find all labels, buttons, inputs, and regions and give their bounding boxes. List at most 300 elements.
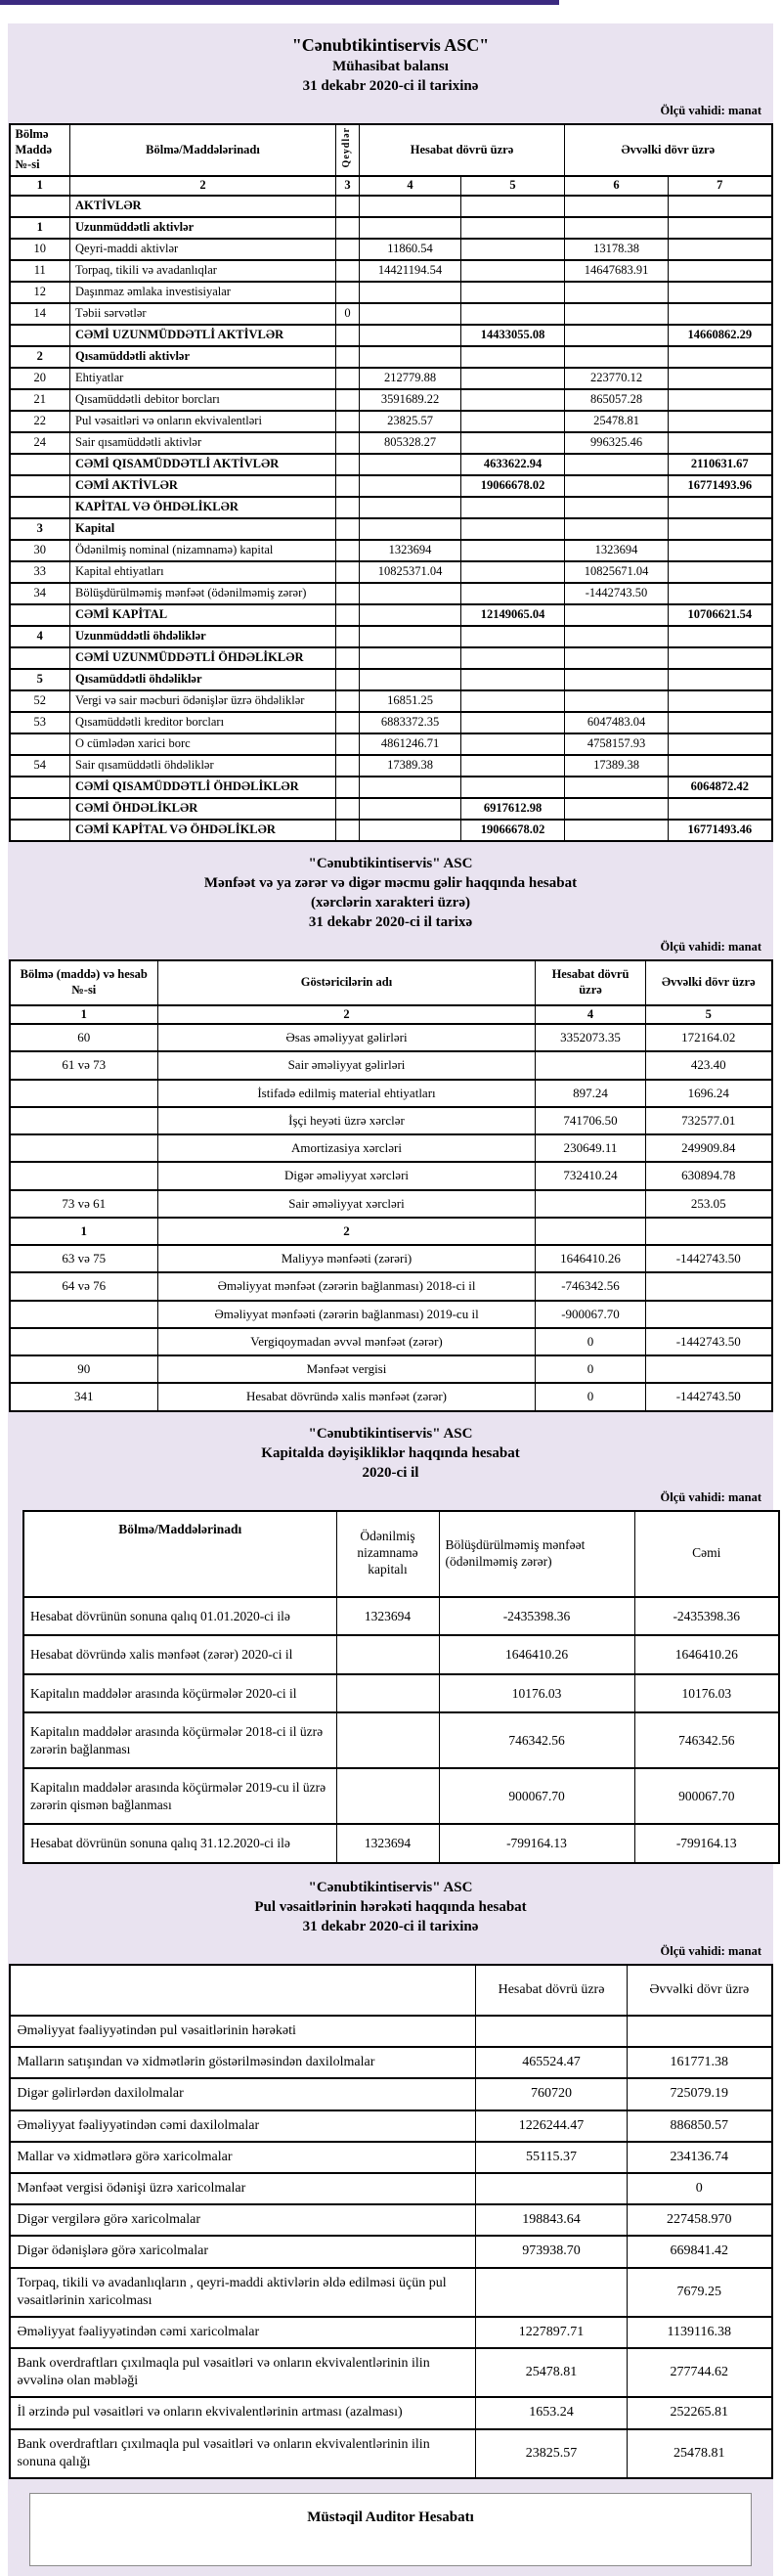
col-header-retained-earnings: Bölüşdürülməmiş mənfəət (ödənilməmiş zərər) — [439, 1511, 634, 1597]
equity-report-title: Kapitalda dəyişikliklər haqqında hesabat — [261, 1444, 520, 1461]
cell-c7: 10706621.54 — [669, 604, 772, 626]
cell-num — [10, 798, 70, 820]
cell-name: Kapitalın maddələr arasında köçürmələr 2018-ci il üzrə zərərin bağlanması — [23, 1712, 336, 1768]
cell-q — [336, 368, 360, 389]
cell-q — [336, 604, 360, 626]
cell-num: 1 — [10, 217, 70, 239]
cell-c6 — [565, 777, 669, 798]
table-row — [10, 2016, 772, 2047]
cell-q: 0 — [336, 303, 360, 325]
cell-c5: 6917612.98 — [461, 798, 565, 820]
table-row — [10, 1107, 772, 1134]
cell-t: -2435398.36 — [634, 1597, 779, 1636]
cell-c4 — [360, 583, 461, 604]
cell-k — [336, 1768, 439, 1824]
column-number-row — [10, 176, 772, 196]
table-row — [23, 1824, 779, 1863]
cell-c6 — [565, 346, 669, 368]
cell-num — [10, 733, 70, 755]
cell-c7: 16771493.46 — [669, 820, 772, 841]
cell-k — [336, 1712, 439, 1768]
cell-m: 900067.70 — [439, 1768, 634, 1824]
cell-v1 — [536, 1190, 646, 1218]
cell-name: Digər gəlirlərdən daxilolmalar — [10, 2078, 476, 2110]
cell-c6 — [565, 604, 669, 626]
col-header-previous-period: Əvvəlki dövr üzrə — [628, 1965, 772, 2016]
cell-num — [10, 497, 70, 518]
cell-q — [336, 777, 360, 798]
col-number: 1 — [10, 1005, 158, 1025]
cell-c4 — [360, 669, 461, 690]
cell-c7 — [669, 561, 772, 583]
col-number: 2 — [158, 1005, 536, 1025]
cell-c5 — [461, 303, 565, 325]
table-row — [10, 1134, 772, 1162]
cell-c5 — [461, 282, 565, 303]
cell-c6 — [565, 196, 669, 217]
cell-q — [336, 196, 360, 217]
table-row — [10, 669, 772, 690]
cell-t: -799164.13 — [634, 1824, 779, 1863]
cell-c6 — [565, 282, 669, 303]
table-row — [10, 2204, 772, 2236]
cell-v2: 7679.25 — [628, 2268, 772, 2317]
document-page — [8, 23, 773, 2576]
cell-v1: 897.24 — [536, 1080, 646, 1107]
cell-v2: 252265.81 — [628, 2397, 772, 2428]
table-row — [10, 712, 772, 733]
cell-c5 — [461, 411, 565, 432]
cell-name: Digər ödənişlərə görə xaricolmalar — [10, 2236, 476, 2267]
cell-name: CƏMİ KAPİTAL — [70, 604, 336, 626]
cell-num — [10, 820, 70, 841]
cell-name: Kapital — [70, 518, 336, 540]
income-company-title: "Cənubtikintiservis" ASC — [308, 855, 473, 871]
cell-v1: 0 — [536, 1328, 646, 1355]
cell-name: CƏMİ UZUNMÜDDƏTLİ ÖHDƏLİKLƏR — [70, 647, 336, 669]
cell-c5 — [461, 518, 565, 540]
cell-c5 — [461, 432, 565, 454]
table-row — [10, 454, 772, 475]
col-header-account-no: Bölmə (maddə) və hesab №-si — [10, 960, 158, 1005]
cell-name: KAPİTAL VƏ ÖHDƏLİKLƏR — [70, 497, 336, 518]
cell-v2 — [646, 1272, 772, 1300]
cell-v1: 465524.47 — [476, 2047, 628, 2078]
equity-report-date: 2020-ci il — [362, 1464, 419, 1481]
cell-c4 — [360, 196, 461, 217]
col-header-indicator-name: Göstəricilərin adı — [158, 960, 536, 1005]
cell-num: 1 — [10, 1218, 158, 1245]
cell-v1: 1653.24 — [476, 2397, 628, 2428]
table-row — [10, 2317, 772, 2348]
table-row — [10, 2142, 772, 2173]
cell-name: Torpaq, tikili və avadanlıqların , qeyri-maddi aktivlərin əldə edilməsi üçün pul vəsaitlərinin xaricolması — [10, 2268, 476, 2317]
cell-c6 — [565, 669, 669, 690]
cell-name: Sair əməliyyat xərcləri — [158, 1190, 536, 1218]
cell-c7 — [669, 733, 772, 755]
cell-name: Kapital ehtiyatları — [70, 561, 336, 583]
cell-num: 11 — [10, 260, 70, 282]
cell-name: Kapitalın maddələr arasında köçürmələr 2019-cu il üzrə zərərin qismən bağlanması — [23, 1768, 336, 1824]
cashflow-report-title: Pul vəsaitlərinin hərəkəti haqqında hesabat — [254, 1899, 527, 1915]
cell-c7 — [669, 282, 772, 303]
cell-q — [336, 346, 360, 368]
table-row — [10, 497, 772, 518]
equity-changes-table — [22, 1510, 780, 1864]
table-row — [10, 411, 772, 432]
cell-v1: 0 — [536, 1383, 646, 1410]
table-row — [10, 303, 772, 325]
cell-v2: 253.05 — [646, 1190, 772, 1218]
col-number: 5 — [461, 176, 565, 196]
cell-num: 2 — [10, 346, 70, 368]
cell-c4: 6883372.35 — [360, 712, 461, 733]
cell-c7 — [669, 368, 772, 389]
cell-v1 — [536, 1218, 646, 1245]
col-header-previous-period: Əvvəlki dövr üzrə — [565, 124, 772, 176]
cell-num: 3 — [10, 518, 70, 540]
table-row — [10, 626, 772, 647]
cell-q — [336, 518, 360, 540]
cell-num: 52 — [10, 690, 70, 712]
table-row — [10, 1162, 772, 1189]
cell-name: Sair qısamüddətli öhdəliklər — [70, 755, 336, 777]
cell-name: CƏMİ KAPİTAL VƏ ÖHDƏLİKLƏR — [70, 820, 336, 841]
cell-num — [10, 604, 70, 626]
cashflow-company-title: "Cənubtikintiservis" ASC — [308, 1880, 473, 1895]
cell-name: Bank overdraftları çıxılmaqla pul vəsaitləri və onların ekvivalentlərinin ilin sonuna qalığı — [10, 2429, 476, 2478]
cell-q — [336, 798, 360, 820]
table-row — [23, 1674, 779, 1713]
cell-v1: 732410.24 — [536, 1162, 646, 1189]
cell-num: 4 — [10, 626, 70, 647]
cell-v2: -1442743.50 — [646, 1383, 772, 1410]
col-number: 7 — [669, 176, 772, 196]
cell-c4 — [360, 325, 461, 346]
cell-num — [10, 325, 70, 346]
cell-v2: 277744.62 — [628, 2348, 772, 2397]
cell-num — [10, 1134, 158, 1162]
cell-c4 — [360, 346, 461, 368]
cell-c4: 10825371.04 — [360, 561, 461, 583]
cell-name: Əməliyyat mənfəət (zərərin bağlanması) 2018-ci il — [158, 1272, 536, 1300]
table-row — [10, 475, 772, 497]
balance-sheet-table — [9, 123, 773, 842]
cell-c7 — [669, 239, 772, 260]
table-row — [10, 777, 772, 798]
col-header-current-period: Hesabat dövrü üzrə — [476, 1965, 628, 2016]
cell-name: Kapitalın maddələr arasında köçürmələr 2020-ci il — [23, 1674, 336, 1713]
cell-v1: 741706.50 — [536, 1107, 646, 1134]
cell-c5 — [461, 217, 565, 239]
cell-c6: 25478.81 — [565, 411, 669, 432]
cell-num — [10, 647, 70, 669]
cell-t: 746342.56 — [634, 1712, 779, 1768]
table-row — [10, 583, 772, 604]
cell-num: 14 — [10, 303, 70, 325]
table-row — [10, 2348, 772, 2397]
cell-v2: 234136.74 — [628, 2142, 772, 2173]
cell-v2: 732577.01 — [646, 1107, 772, 1134]
cell-c4: 16851.25 — [360, 690, 461, 712]
income-report-title: Mənfəət və ya zərər və digər məcmu gəlir haqqında hesabat — [203, 874, 578, 891]
cell-q — [336, 454, 360, 475]
cell-c5 — [461, 368, 565, 389]
cell-c6: 223770.12 — [565, 368, 669, 389]
table-row — [10, 1024, 772, 1051]
table-row — [10, 755, 772, 777]
cell-v2: 423.40 — [646, 1051, 772, 1079]
cell-num: 63 və 75 — [10, 1245, 158, 1272]
cell-c7 — [669, 411, 772, 432]
cell-v1 — [476, 2016, 628, 2047]
cell-q — [336, 690, 360, 712]
cell-num: 12 — [10, 282, 70, 303]
table-row — [10, 540, 772, 561]
cell-name: Mənfəət vergisi — [158, 1355, 536, 1383]
cell-name: Mənfəət vergisi ödənişi üzrə xaricolmalar — [10, 2173, 476, 2204]
cell-name: Mallar və xidmətlərə görə xaricolmalar — [10, 2142, 476, 2173]
cell-name: AKTİVLƏR — [70, 196, 336, 217]
unit-label: Ölçü vahidi: manat — [660, 939, 761, 954]
cell-v1: 3352073.35 — [536, 1024, 646, 1051]
col-header-total: Cəmi — [634, 1511, 779, 1597]
cell-c4: 805328.27 — [360, 432, 461, 454]
cell-v2: -1442743.50 — [646, 1245, 772, 1272]
cell-name: Amortizasiya xərcləri — [158, 1134, 536, 1162]
cell-c5 — [461, 540, 565, 561]
cell-c5 — [461, 733, 565, 755]
cell-c6 — [565, 647, 669, 669]
cell-name: Hesabat dövründə xalis mənfəət (zərər) — [158, 1383, 536, 1410]
table-row — [10, 432, 772, 454]
cell-c6: 10825671.04 — [565, 561, 669, 583]
table-row — [10, 1272, 772, 1300]
cell-name: Əsas əməliyyat gəlirləri — [158, 1024, 536, 1051]
cell-t: 900067.70 — [634, 1768, 779, 1824]
table-row — [10, 1218, 772, 1245]
table-row — [23, 1635, 779, 1674]
col-number: 4 — [536, 1005, 646, 1025]
table-row — [10, 2397, 772, 2428]
col-header-section-no: Bölmə Maddə №-si — [10, 124, 70, 176]
equity-table-body — [23, 1597, 779, 1863]
cell-name: Ehtiyatlar — [70, 368, 336, 389]
cell-name: Bölüşdürülməmiş mənfəət (ödənilməmiş zərər) — [70, 583, 336, 604]
cell-name: CƏMİ ÖHDƏLİKLƏR — [70, 798, 336, 820]
table-row — [10, 1328, 772, 1355]
col-header-notes — [336, 124, 360, 176]
cell-name: İşçi heyəti üzrə xərclər — [158, 1107, 536, 1134]
cell-c6 — [565, 217, 669, 239]
cell-c5: 19066678.02 — [461, 820, 565, 841]
cell-q — [336, 540, 360, 561]
income-table-body — [10, 1024, 772, 1411]
cell-c5: 19066678.02 — [461, 475, 565, 497]
col-header-paid-capital: Ödənilmiş nizamnamə kapitalı — [336, 1511, 439, 1597]
cell-c4 — [360, 518, 461, 540]
cell-c6: 4758157.93 — [565, 733, 669, 755]
table-row — [23, 1768, 779, 1824]
cell-num: 73 və 61 — [10, 1190, 158, 1218]
cell-name: CƏMİ AKTİVLƏR — [70, 475, 336, 497]
cell-c7 — [669, 798, 772, 820]
cell-c4: 4861246.71 — [360, 733, 461, 755]
cashflow-report-date: 31 dekabr 2020-ci il tarixinə — [302, 1919, 479, 1934]
cell-c5 — [461, 389, 565, 411]
table-row — [10, 2078, 772, 2110]
cell-num: 30 — [10, 540, 70, 561]
cell-k: 1323694 — [336, 1824, 439, 1863]
cell-c5: 14433055.08 — [461, 325, 565, 346]
cell-c5 — [461, 690, 565, 712]
cell-c4 — [360, 647, 461, 669]
cell-v2: 161771.38 — [628, 2047, 772, 2078]
table-row — [10, 1051, 772, 1079]
cell-c4 — [360, 282, 461, 303]
cell-name: Qısamüddətli debitor borcları — [70, 389, 336, 411]
table-row — [10, 196, 772, 217]
col-number: 3 — [336, 176, 360, 196]
cell-num: 20 — [10, 368, 70, 389]
cell-c7 — [669, 626, 772, 647]
cell-v1: 973938.70 — [476, 2236, 628, 2267]
cell-c7 — [669, 669, 772, 690]
cell-m: 10176.03 — [439, 1674, 634, 1713]
cell-c4 — [360, 454, 461, 475]
cell-num — [10, 777, 70, 798]
col-header-item-name: Bölmə/Maddələrinadı — [70, 124, 336, 176]
cell-q — [336, 669, 360, 690]
table-row — [10, 1355, 772, 1383]
cell-v1 — [476, 2173, 628, 2204]
cell-c4: 212779.88 — [360, 368, 461, 389]
cell-q — [336, 260, 360, 282]
cell-name: Vergi və sair məcburi ödənişlər üzrə öhdəliklər — [70, 690, 336, 712]
income-report-subtitle: (xərclərin xarakteri üzrə) — [311, 894, 470, 910]
cell-c4: 14421194.54 — [360, 260, 461, 282]
cell-v2: -1442743.50 — [646, 1328, 772, 1355]
unit-label: Ölçü vahidi: manat — [660, 1944, 761, 1958]
cell-c7 — [669, 260, 772, 282]
cell-c5 — [461, 755, 565, 777]
cell-c7 — [669, 346, 772, 368]
cell-c4: 23825.57 — [360, 411, 461, 432]
cell-q — [336, 820, 360, 841]
cell-num: 54 — [10, 755, 70, 777]
cell-m: -2435398.36 — [439, 1597, 634, 1636]
cell-q — [336, 282, 360, 303]
cell-name: Təbii sərvətlər — [70, 303, 336, 325]
cell-c6 — [565, 497, 669, 518]
window-accent-bar — [0, 0, 559, 5]
equity-header-row — [23, 1511, 779, 1597]
cell-v2: 227458.970 — [628, 2204, 772, 2236]
cell-c7 — [669, 518, 772, 540]
cell-c5 — [461, 196, 565, 217]
cell-c4 — [360, 626, 461, 647]
cell-num: 341 — [10, 1383, 158, 1410]
cell-num: 64 və 76 — [10, 1272, 158, 1300]
table-row — [10, 2236, 772, 2267]
cell-c7 — [669, 497, 772, 518]
cell-t: 1646410.26 — [634, 1635, 779, 1674]
cell-num: 90 — [10, 1355, 158, 1383]
cell-c5 — [461, 626, 565, 647]
cell-c4: 11860.54 — [360, 239, 461, 260]
cell-q — [336, 626, 360, 647]
cell-c6 — [565, 475, 669, 497]
cell-v2 — [646, 1355, 772, 1383]
col-header-previous-period: Əvvəlki dövr üzrə — [646, 960, 772, 1005]
table-row — [10, 2173, 772, 2204]
cell-q — [336, 583, 360, 604]
cell-num: 21 — [10, 389, 70, 411]
cell-name: Bank overdraftları çıxılmaqla pul vəsaitləri və onların ekvivalentlərinin ilin əvvəlinə olan məbləği — [10, 2348, 476, 2397]
cell-num — [10, 1162, 158, 1189]
cell-c6 — [565, 820, 669, 841]
cell-v1 — [536, 1051, 646, 1079]
balance-report-title: Mühasibat balansı — [332, 59, 449, 74]
cell-v1: 55115.37 — [476, 2142, 628, 2173]
table-row — [10, 2110, 772, 2142]
cell-c7 — [669, 389, 772, 411]
cell-c4: 3591689.22 — [360, 389, 461, 411]
cell-c7 — [669, 303, 772, 325]
cell-v2: 249909.84 — [646, 1134, 772, 1162]
cell-name: Qısamüddətli kreditor borcları — [70, 712, 336, 733]
table-row — [10, 325, 772, 346]
cell-q — [336, 217, 360, 239]
cell-c5 — [461, 583, 565, 604]
unit-label: Ölçü vahidi: manat — [660, 1489, 761, 1504]
cell-v1 — [476, 2268, 628, 2317]
cell-v2: 725079.19 — [628, 2078, 772, 2110]
cell-c6 — [565, 454, 669, 475]
balance-header-row — [10, 124, 772, 176]
cell-name: Qısamüddətli aktivlər — [70, 346, 336, 368]
cell-q — [336, 755, 360, 777]
cell-c5 — [461, 669, 565, 690]
cell-c6: 996325.46 — [565, 432, 669, 454]
blank-header — [10, 1965, 476, 2016]
cell-name: İstifadə edilmiş material ehtiyatları — [158, 1080, 536, 1107]
cell-c7: 2110631.67 — [669, 454, 772, 475]
cell-v1: 760720 — [476, 2078, 628, 2110]
cell-name: Sair qısamüddətli aktivlər — [70, 432, 336, 454]
cell-c4: 1323694 — [360, 540, 461, 561]
cell-v1: 1226244.47 — [476, 2110, 628, 2142]
cell-q — [336, 647, 360, 669]
cell-v2 — [628, 2016, 772, 2047]
cell-c7: 6064872.42 — [669, 777, 772, 798]
table-row — [10, 1301, 772, 1328]
cell-name: Qısamüddətli öhdəliklər — [70, 669, 336, 690]
table-row — [10, 1245, 772, 1272]
cell-v1: -900067.70 — [536, 1301, 646, 1328]
cash-flow-table — [9, 1964, 773, 2479]
cell-c7 — [669, 583, 772, 604]
cell-v2 — [646, 1218, 772, 1245]
cell-num — [10, 1107, 158, 1134]
cell-c7: 16771493.96 — [669, 475, 772, 497]
cell-name: Əməliyyat fəaliyyətindən pul vəsaitlərinin hərəkəti — [10, 2016, 476, 2047]
cell-c4 — [360, 604, 461, 626]
table-row — [10, 2268, 772, 2317]
table-row — [10, 239, 772, 260]
table-row — [10, 346, 772, 368]
cell-c7 — [669, 540, 772, 561]
